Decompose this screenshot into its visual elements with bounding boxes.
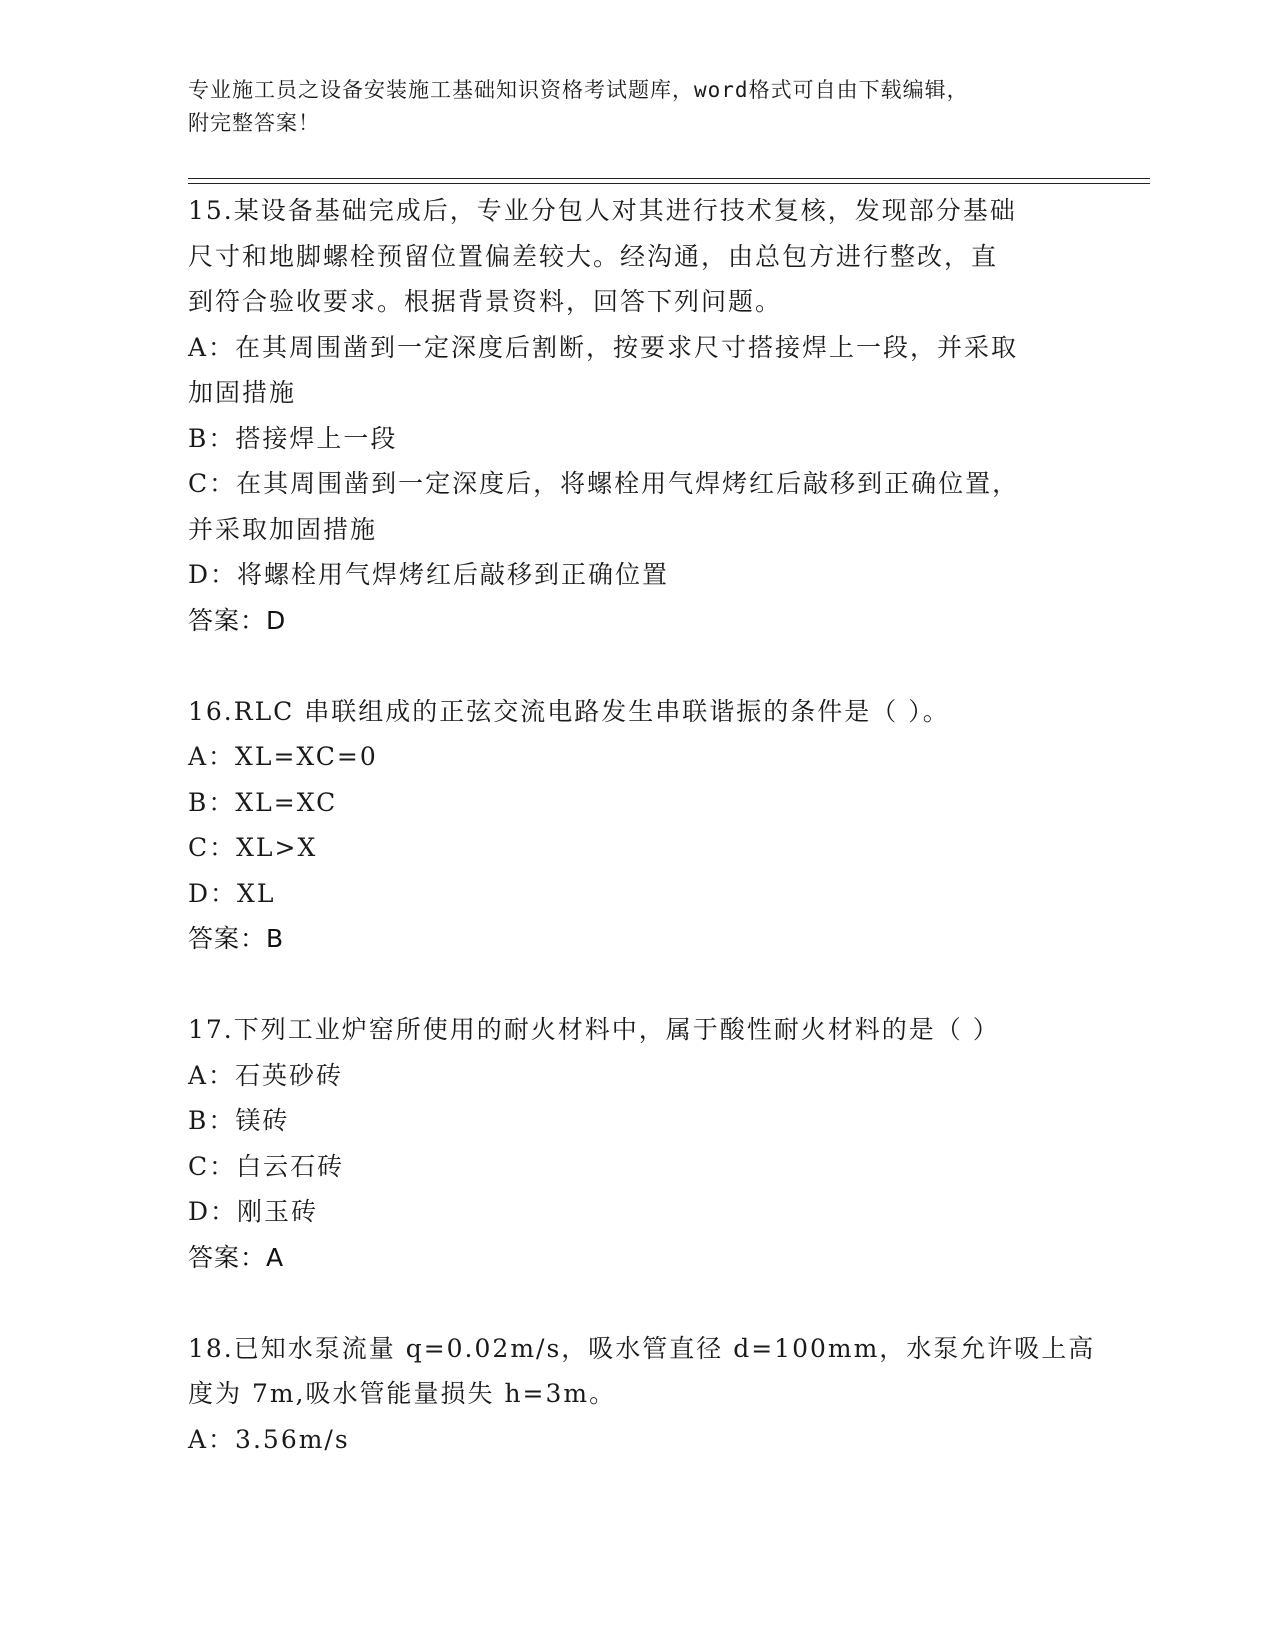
option-a: A：3.56m/s bbox=[188, 1424, 350, 1454]
answer-label: 答案：B bbox=[188, 924, 285, 953]
option-c: C：白云石砖 bbox=[188, 1151, 345, 1181]
option-b: B：搭接焊上一段 bbox=[188, 423, 398, 453]
answer-label: 答案：D bbox=[188, 605, 287, 635]
option-a-continued: 加固措施 bbox=[188, 378, 297, 407]
document-header bbox=[188, 74, 1068, 140]
question-spacer bbox=[188, 1280, 1088, 1326]
header-line-2: 附完整答案！ bbox=[188, 111, 320, 135]
option-b: B：镁砖 bbox=[188, 1106, 290, 1135]
header-divider-top bbox=[188, 178, 1150, 179]
option-c: C：在其周围凿到一定深度后，将螺栓用气焊烤红后敲移到正确位置， bbox=[188, 469, 1020, 498]
question-16 bbox=[188, 689, 1088, 962]
option-d: D：XL bbox=[188, 878, 276, 908]
option-a: A：XL=XC=0 bbox=[188, 742, 378, 771]
header-line-1: 专业施工员之设备安装施工基础知识资格考试题库，word格式可自由下载编辑， bbox=[188, 78, 969, 102]
question-stem-line: 17.下列工业炉窑所使用的耐火材料中，属于酸性耐火材料的是（ ） bbox=[188, 1015, 1000, 1044]
option-d: D：将螺栓用气焊烤红后敲移到正确位置 bbox=[188, 560, 670, 589]
question-stem-line: 15.某设备基础完成后，专业分包人对其进行技术复核，发现部分基础 bbox=[188, 196, 1017, 225]
question-list bbox=[188, 188, 1096, 1462]
question-17 bbox=[188, 1007, 1088, 1280]
question-stem-line: 16.RLC 串联组成的正弦交流电路发生串联谐振的条件是（ ）。 bbox=[188, 696, 950, 726]
question-stem-line: 18.已知水泵流量 q=0.02m/s，吸水管直径 d=100mm，水泵允许吸上高 bbox=[188, 1333, 1096, 1363]
question-stem-line: 尺寸和地脚螺栓预留位置偏差较大。经沟通，由总包方进行整改，直 bbox=[188, 241, 999, 271]
option-c: C：XL>X bbox=[188, 833, 318, 862]
question-15 bbox=[188, 188, 1088, 643]
option-b: B：XL=XC bbox=[188, 787, 338, 817]
option-a: A：在其周围凿到一定深度后割断，按要求尺寸搭接焊上一段，并采取 bbox=[188, 332, 1019, 362]
question-spacer bbox=[188, 962, 1088, 1008]
header-divider-bottom bbox=[188, 183, 1150, 184]
question-spacer bbox=[188, 643, 1088, 689]
question-stem-line: 度为 7m,吸水管能量损失 h=3m。 bbox=[188, 1379, 617, 1408]
answer-label: 答案：A bbox=[188, 1242, 285, 1272]
option-a: A：石英砂砖 bbox=[188, 1060, 344, 1090]
question-stem-line: 到符合验收要求。根据背景资料，回答下列问题。 bbox=[188, 287, 783, 316]
option-d: D：刚玉砖 bbox=[188, 1197, 319, 1226]
question-18 bbox=[188, 1326, 1096, 1463]
option-c-continued: 并采取加固措施 bbox=[188, 514, 378, 544]
